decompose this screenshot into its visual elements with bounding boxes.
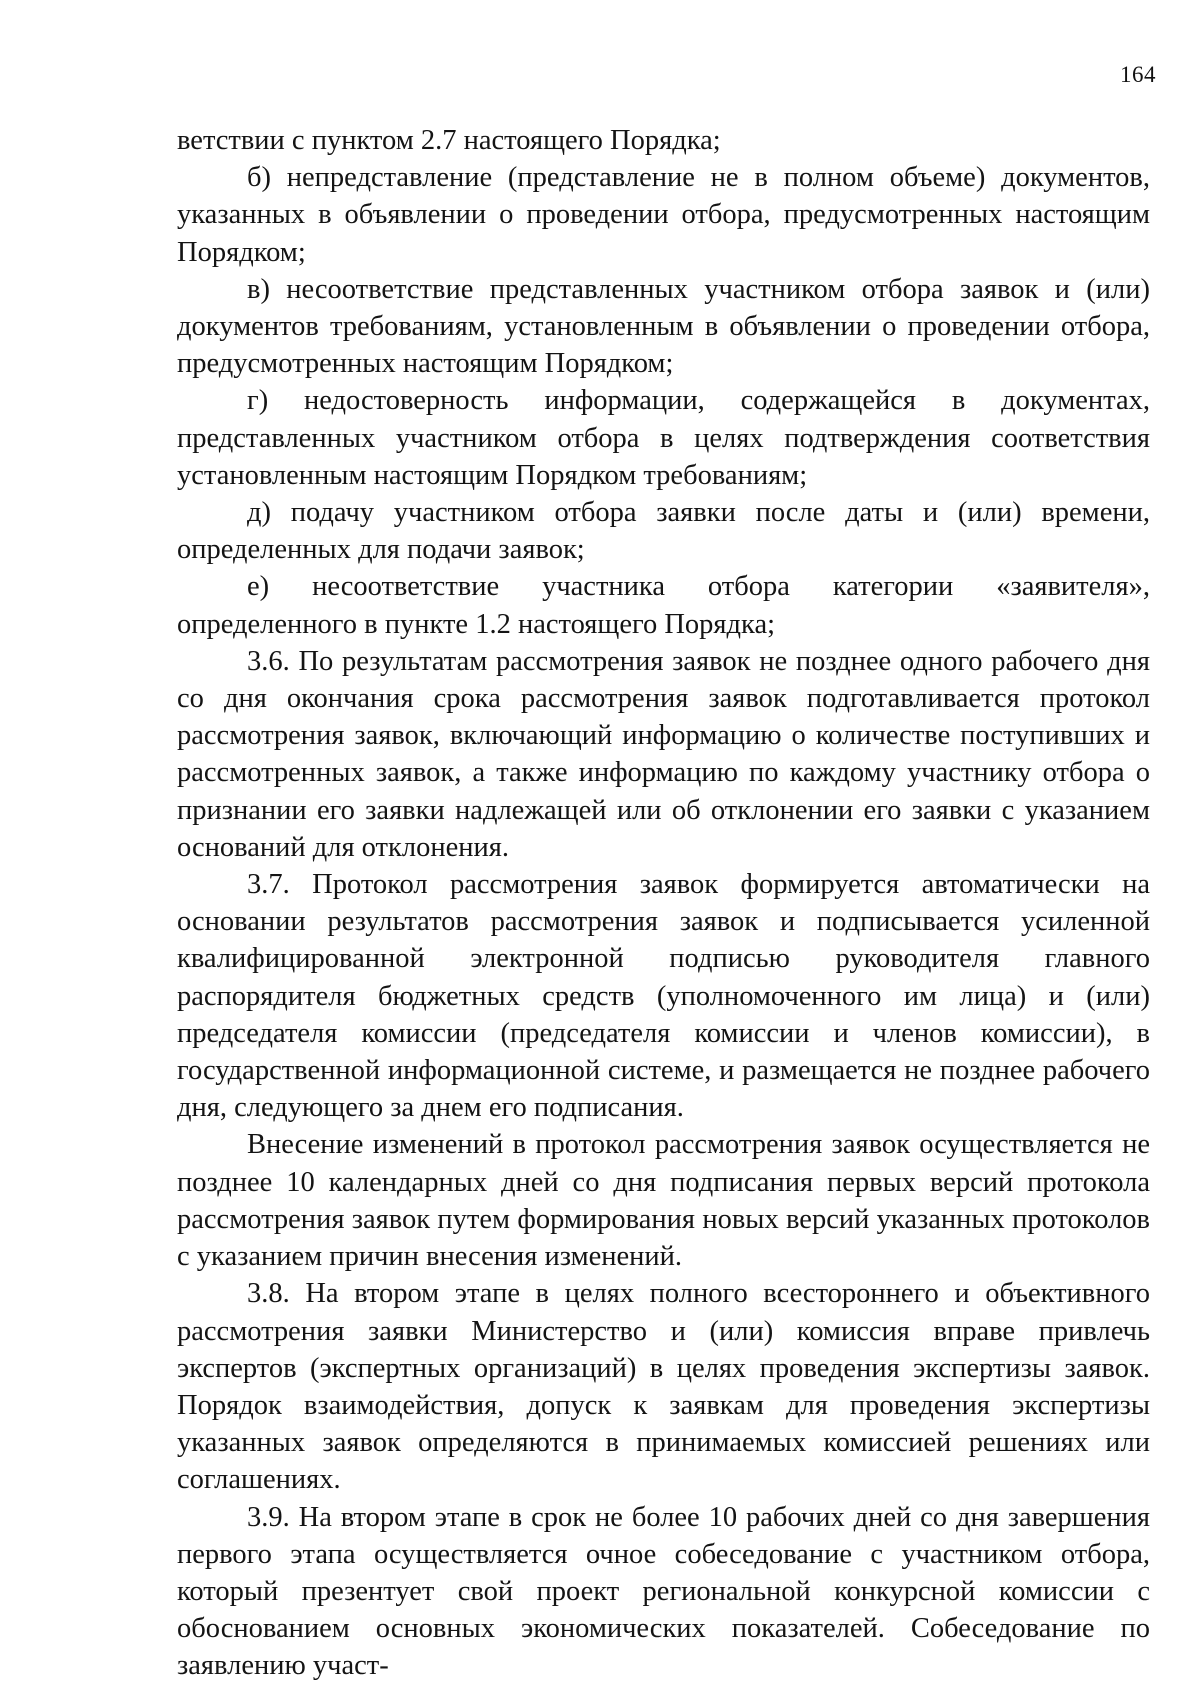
page-number: 164 (1120, 62, 1156, 87)
paragraph-3-6: 3.6. По результатам рассмотрения заявок не позднее одного рабочего дня со дня окончания срока рассмотрения заявок подготавливается протокол рассмотрения заявок, включающий информацию о количестве поступивших и рассмотренных заявок, а также информацию по каждому участнику отбора о признании его заявки надлежащей или об отклонении его заявки с указанием оснований для отклонения. (177, 645, 1150, 863)
paragraph-3-7: 3.7. Протокол рассмотрения заявок формируется автоматически на основании результатов рассмотрения заявок и подписывается усиленной квалифицированной электронной подписью руководителя главного распорядителя бюджетных средств (уполномоченного им лица) и (или) председателя комиссии (председателя комиссии и членов комиссии), в государственной информационной системе, и размещается не позднее рабочего дня, следующего за днем его подписания. (177, 869, 1150, 1124)
paragraph-item-v: в) несоответствие представленных участником отбора заявок и (или) документов требованиям, установленным в объявлении о проведении отбора, предусмотренных настоящим Порядком; (177, 273, 1150, 380)
paragraph-3-9: 3.9. На втором этапе в срок не более 10 рабочих дней со дня завершения первого этапа осуществляется очное собеседование с участником отбора, который презентует свой проект региональной конкурсной комиссии с обоснованием основных экономических показателей. Собеседование по заявлению участ- (177, 1501, 1150, 1682)
document-body (177, 122, 1150, 1685)
paragraph-amendments: Внесение изменений в протокол рассмотрения заявок осуществляется не позднее 10 календарных дней со дня подписания первых версий протокола рассмотрения заявок путем формирования новых версий указанных протоколов с указанием причин внесения изменений. (177, 1129, 1150, 1273)
paragraph-item-b: б) непредставление (представление не в полном объеме) документов, указанных в объявлении о проведении отбора, предусмотренных настоящим Порядком; (177, 162, 1150, 268)
paragraph-item-e: е) несоответствие участника отбора категории «заявителя», определенного в пункте 1.2 настоящего Порядка; (177, 571, 1150, 640)
paragraph-item-g: г) недостоверность информации, содержащейся в документах, представленных участником отбора в целях подтверждения соответствия установленным настоящим Порядком требованиям; (177, 385, 1150, 491)
paragraph-continuation: ветствии с пунктом 2.7 настоящего Порядка; (177, 125, 721, 156)
paragraph-3-8: 3.8. На втором этапе в целях полного всестороннего и объективного рассмотрения заявки Министерство и (или) комиссия вправе привлечь экспертов (экспертных организаций) в целях проведения экспертизы заявок. Порядок взаимодействия, допуск к заявкам для проведения экспертизы указанных заявок определяются в принимаемых комиссией решениях или соглашениях. (177, 1278, 1150, 1496)
paragraph-item-d: д) подачу участником отбора заявки после даты и (или) времени, определенных для подачи заявок; (177, 497, 1150, 566)
